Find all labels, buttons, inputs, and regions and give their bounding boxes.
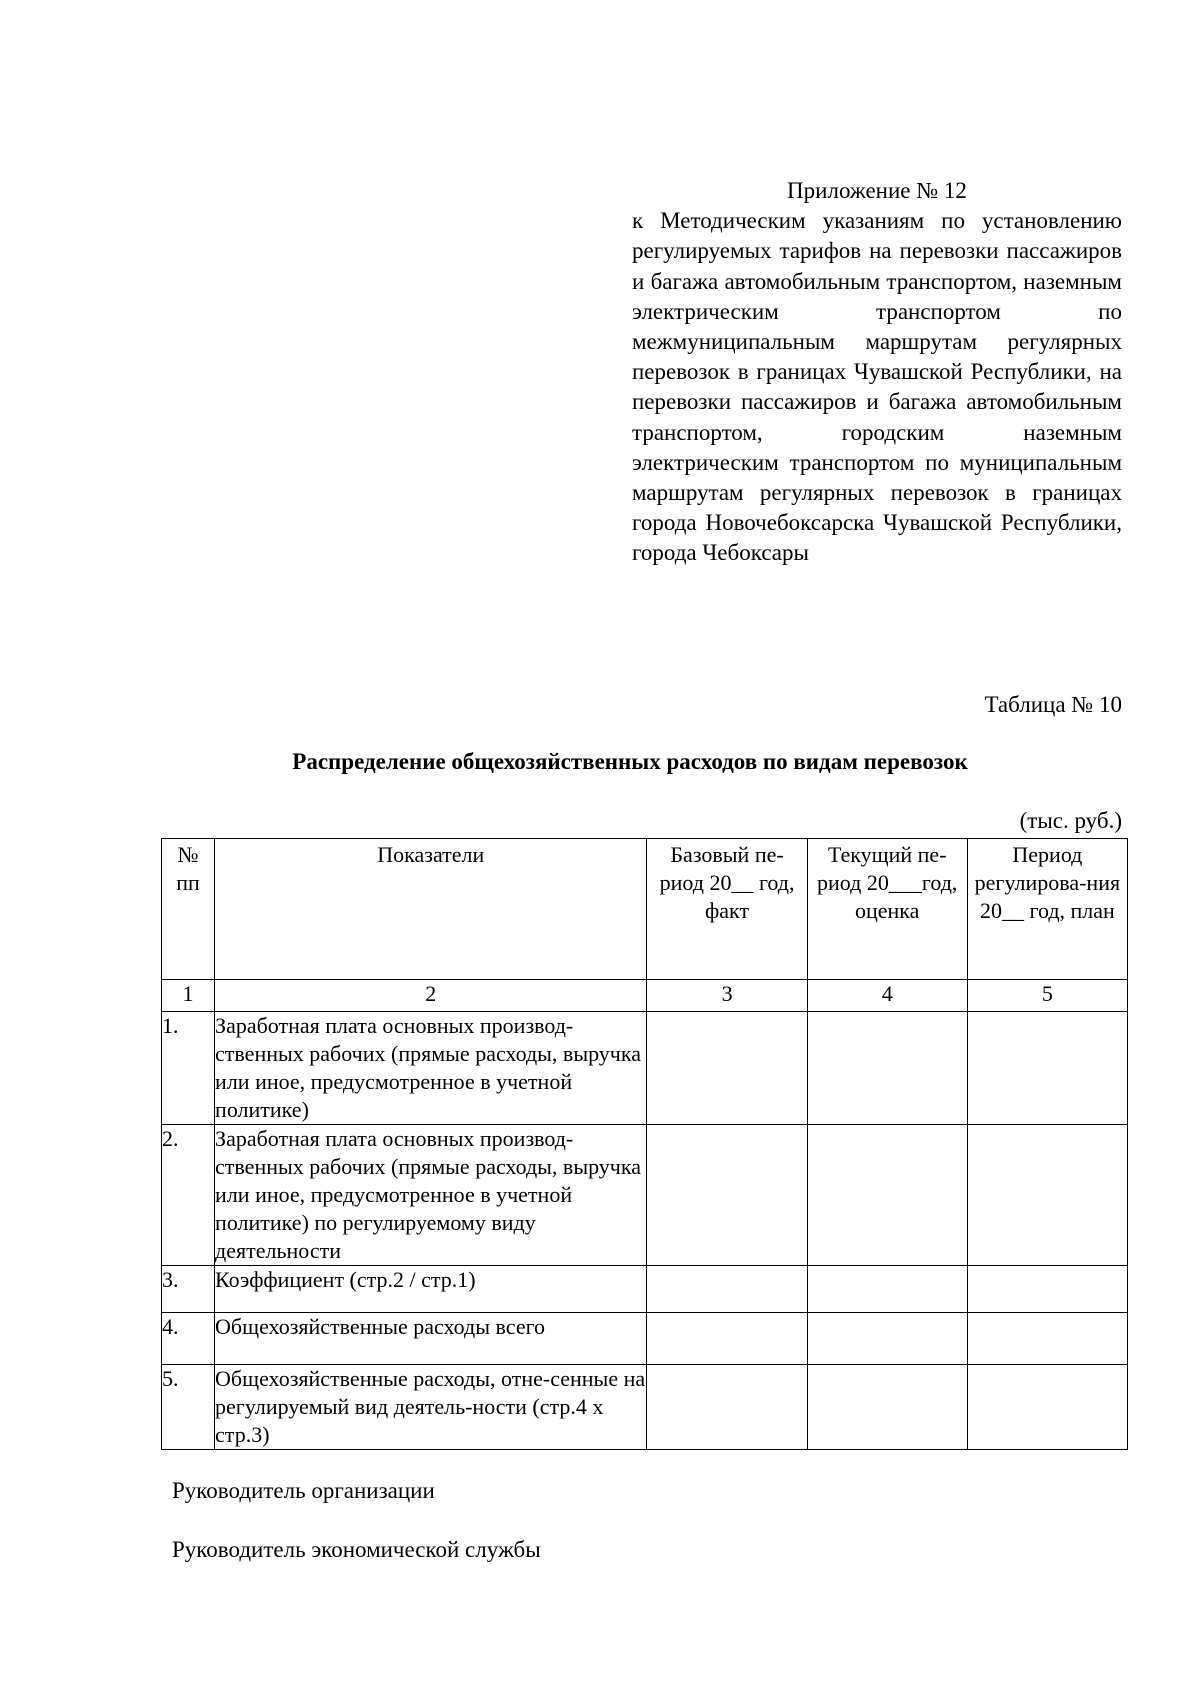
index-cell: 2 [215,980,647,1012]
value-cell [807,1125,967,1266]
table-number: Таблица № 10 [984,692,1122,717]
row-label: Заработная плата основных производ-ственных рабочих (прямые расходы, выручка или иное, предусмотренное в учетной политике) [215,1012,647,1125]
index-cell: 1 [162,980,215,1012]
value-cell [807,1313,967,1365]
signature-economist: Руководитель экономической службы [172,1537,541,1562]
row-number: 5. [162,1365,215,1450]
table-row [162,1266,1128,1313]
value-cell [647,1012,807,1125]
value-cell [647,1365,807,1450]
header-current-period: Текущий пе-риод 20___год, оценка [807,839,967,980]
value-cell [647,1125,807,1266]
row-label: Общехозяйственные расходы всего [215,1313,647,1365]
appendix-body: к Методическим указаниям по установлению регулируемых тарифов на перевозки пассажиров и багажа автомобильным транспортом, наземным электрическим транспортом по межмуниципальным маршрутам регулярных перевозок в границах Чувашской Республики, на перевозки пассажиров и багажа автомобильным транспортом, городским наземным электрическим транспортом по муниципальным маршрутам регулярных перевозок в границах города Новочебоксарска Чувашской Республики, города Чебоксары [632,208,1122,566]
page-title: Распределение общехозяйственных расходов по видам перевозок [292,749,968,774]
row-label: Заработная плата основных производ-ственных рабочих (прямые расходы, выручка или иное, предусмотренное в учетной политике) по регулируемому виду деятельности [215,1125,647,1266]
row-label: Общехозяйственные расходы, отне-сенные на регулируемый вид деятель-ности (стр.4 х стр.3) [215,1365,647,1450]
index-cell: 3 [647,980,807,1012]
header-num: № пп [162,839,215,980]
value-cell [807,1266,967,1313]
table-row [162,1125,1128,1266]
appendix-title: Приложение № 12 [787,178,967,203]
value-cell [647,1266,807,1313]
header-base-period: Базовый пе-риод 20__ год, факт [647,839,807,980]
table-row [162,1012,1128,1125]
row-number: 3. [162,1266,215,1313]
appendix-note [632,176,1122,569]
value-cell [967,1125,1127,1266]
value-cell [967,1266,1127,1313]
value-cell [807,1365,967,1450]
value-cell [967,1012,1127,1125]
value-cell [967,1365,1127,1450]
row-label: Коэффициент (стр.2 / стр.1) [215,1266,647,1313]
table-header-row [162,839,1128,980]
expenses-table [161,838,1128,1450]
header-regulation-period: Период регулирова-ния 20__ год, план [967,839,1127,980]
units-label: (тыс. руб.) [1019,808,1122,833]
value-cell [967,1313,1127,1365]
index-row [162,980,1128,1012]
value-cell [807,1012,967,1125]
header-indicators: Показатели [215,839,647,980]
row-number: 1. [162,1012,215,1125]
table-row [162,1313,1128,1365]
row-number: 4. [162,1313,215,1365]
index-cell: 5 [967,980,1127,1012]
value-cell [647,1313,807,1365]
table-row [162,1365,1128,1450]
signature-head: Руководитель организации [172,1478,435,1503]
row-number: 2. [162,1125,215,1266]
index-cell: 4 [807,980,967,1012]
